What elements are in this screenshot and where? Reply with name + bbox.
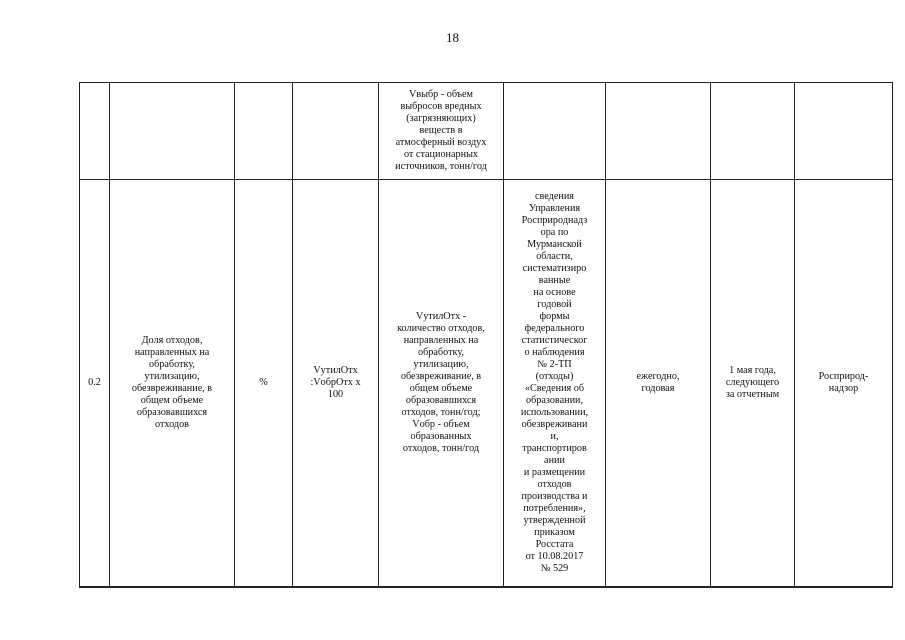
text-line: утвержденной <box>523 515 586 526</box>
cell-indicator <box>110 83 235 180</box>
cell-formula-desc <box>379 83 504 180</box>
deadline-text <box>713 365 792 401</box>
text-line: атмосферный воздух <box>395 137 487 148</box>
responsible-text <box>797 371 890 395</box>
formula-text <box>295 365 376 401</box>
text-line: сведения <box>535 191 574 202</box>
formula-desc-text <box>381 311 501 455</box>
text-line: источников, тонн/год <box>395 161 487 172</box>
text-line: Управления <box>528 203 581 214</box>
text-line: обработку, <box>149 359 195 370</box>
text-line: (загрязняющих) <box>406 113 476 124</box>
text-line: Росприроднадз <box>521 215 588 226</box>
cell-frequency <box>606 83 711 180</box>
table-row <box>80 83 893 180</box>
text-line: обезвреживани <box>521 419 588 430</box>
cell-formula <box>293 83 379 180</box>
text-line: направленных на <box>134 347 210 358</box>
text-line: образованных <box>410 431 472 442</box>
text-line: от 10.08.2017 <box>525 551 584 562</box>
text-line: следующего <box>725 377 780 388</box>
indicators-table <box>79 82 893 588</box>
text-line: ании <box>544 455 565 466</box>
page-number: 18 <box>446 30 459 45</box>
text-line: от стационарных <box>403 149 479 160</box>
text-line: утилизацию, <box>144 371 200 382</box>
text-line: ванные <box>538 275 571 286</box>
text-line: обезвреживание, в <box>131 383 213 394</box>
text-line: Росприрод- <box>818 371 869 382</box>
cell-formula-desc <box>379 180 504 588</box>
text-line: отходов, тонн/год; <box>401 407 481 418</box>
text-line: VутилОтх - <box>415 311 467 322</box>
cell-responsible <box>795 180 893 588</box>
cell-num <box>80 83 110 180</box>
cell-responsible <box>795 83 893 180</box>
text-line: ежегодно, <box>636 371 680 382</box>
text-line: использовании, <box>520 407 589 418</box>
text-line: приказом <box>534 527 575 538</box>
text-line: на основе <box>533 287 576 298</box>
text-line: и, <box>550 431 559 442</box>
text-line: о наблюдения <box>524 347 585 358</box>
frequency-text <box>608 371 708 395</box>
text-line: общем объеме <box>140 395 204 406</box>
text-line: ора по <box>540 227 569 238</box>
text-line: выбросов вредных <box>400 101 482 112</box>
indicator-text <box>112 335 232 431</box>
text-line: годовой <box>537 299 572 310</box>
text-line: годовая <box>641 383 675 394</box>
cell-deadline <box>711 180 795 588</box>
text-line: Мурманской <box>527 239 582 250</box>
text-line: транспортиров <box>522 443 587 454</box>
text-line: формы <box>539 311 570 322</box>
text-line: отходов <box>154 419 189 430</box>
cell-unit <box>235 83 293 180</box>
text-line: направленных на <box>403 335 479 346</box>
text-line: и размещении <box>523 467 586 478</box>
text-line: за отчетным <box>725 389 780 400</box>
text-line: обработку, <box>418 347 464 358</box>
source-text <box>506 191 603 575</box>
text-line: Vобр - объем <box>412 419 470 430</box>
text-line: образовании, <box>525 395 584 406</box>
cell-num: 0.2 <box>80 180 110 588</box>
text-line: производства и <box>521 491 588 502</box>
text-line: обезвреживание, в <box>400 371 482 382</box>
table-row <box>80 180 893 588</box>
text-line: отходов <box>537 479 572 490</box>
text-line: потребления», <box>523 503 586 514</box>
text-line: федерального <box>524 323 585 334</box>
text-line: надзор <box>828 383 859 394</box>
text-line: № 2-ТП <box>537 359 572 370</box>
text-line: образовавшихся <box>405 395 477 406</box>
cell-unit: % <box>235 180 293 588</box>
text-line: образовавшихся <box>136 407 208 418</box>
cell-deadline <box>711 83 795 180</box>
text-line: «Сведения об <box>524 383 585 394</box>
text-line: веществ в <box>419 125 463 136</box>
text-line: 100 <box>327 389 344 400</box>
cell-source <box>504 180 606 588</box>
cell-formula <box>293 180 379 588</box>
text-line: Росстата <box>535 539 574 550</box>
cell-frequency <box>606 180 711 588</box>
text-line: Доля отходов, <box>141 335 203 346</box>
cell-indicator <box>110 180 235 588</box>
formula-desc-text <box>381 89 501 173</box>
text-line: количество отходов, <box>397 323 485 334</box>
text-line: Vвыбр - объем <box>408 89 474 100</box>
text-line: VутилОтх <box>313 365 358 376</box>
text-line: № 529 <box>540 563 569 574</box>
cell-source <box>504 83 606 180</box>
text-line: области, <box>536 251 573 262</box>
text-line: общем объеме <box>409 383 473 394</box>
text-line: 1 мая года, <box>729 365 776 376</box>
text-line: (отходы) <box>535 371 574 382</box>
text-line: :VобрОтх x <box>310 377 361 388</box>
text-line: статистическог <box>521 335 588 346</box>
text-line: отходов, тонн/год <box>402 443 480 454</box>
text-line: систематизиро <box>522 263 587 274</box>
text-line: утилизацию, <box>413 359 469 370</box>
